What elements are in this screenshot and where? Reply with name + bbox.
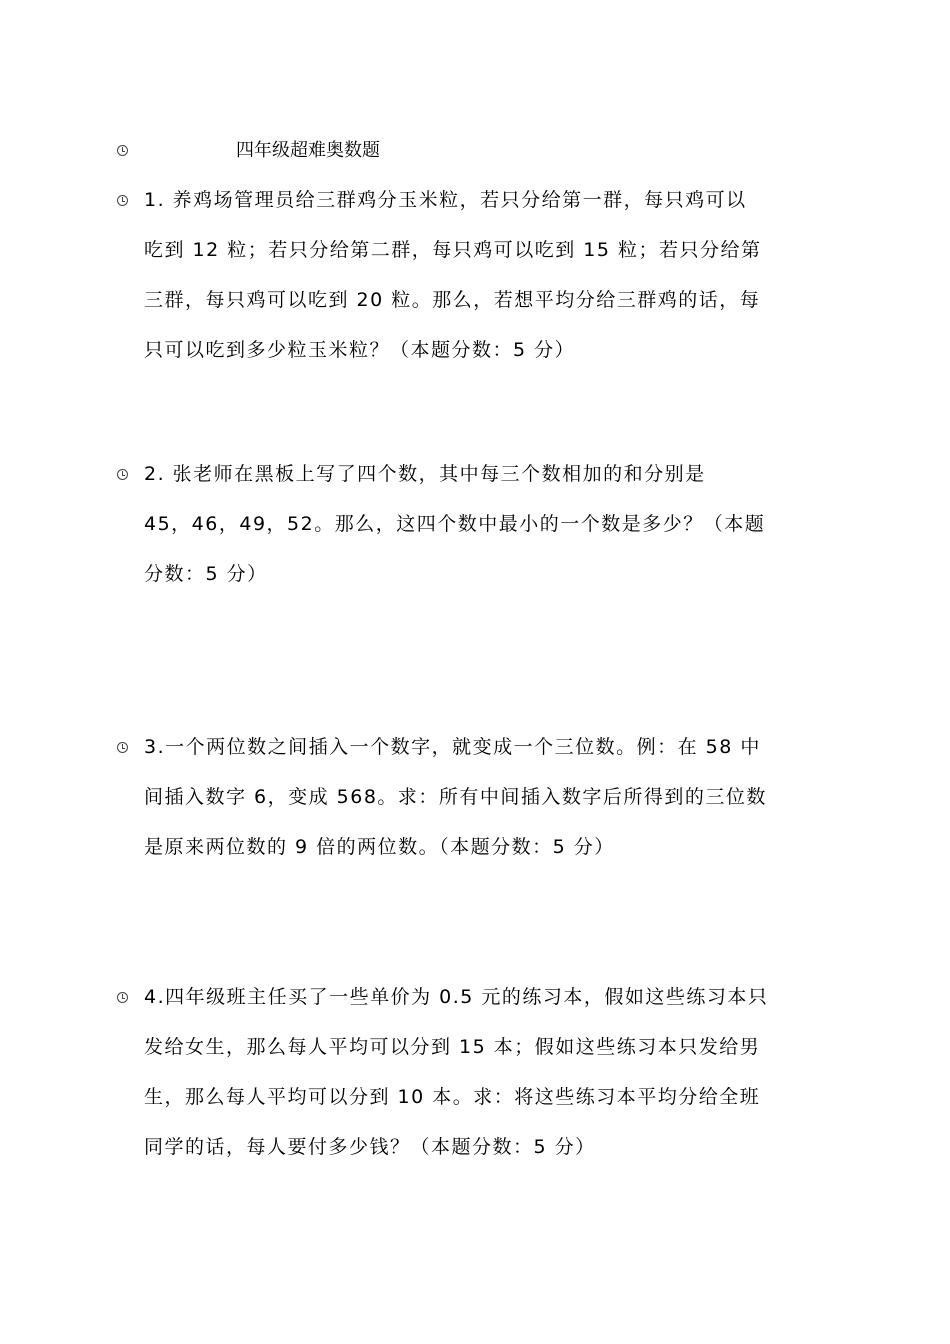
question-1-line-3: 三群，每只鸡可以吃到 20 粒。那么，若想平均分给三群鸡的话，每 [144,289,761,311]
question-3-line-1: 3.一个两位数之间插入一个数字，就变成一个三位数。例：在 58 中 [144,736,761,758]
clock-icon [117,742,128,753]
question-4-line-4: 同学的话，每人要付多少钱？（本题分数：5 分） [144,1136,596,1158]
question-4-line-1: 4.四年级班主任买了一些单价为 0.5 元的练习本，假如这些练习本只 [144,986,769,1008]
clock-icon [117,195,128,206]
question-4-line-2: 发给女生，那么每人平均可以分到 15 本；假如这些练习本只发给男 [144,1036,761,1058]
question-2-line-1: 2. 张老师在黑板上写了四个数，其中每三个数相加的和分别是 [144,463,706,485]
question-1-line-2: 吃到 12 粒；若只分给第二群，每只鸡可以吃到 15 粒；若只分给第 [144,239,762,261]
question-2-line-2: 45，46，49，52。那么，这四个数中最小的一个数是多少？（本题 [144,513,766,535]
question-1-line-4: 只可以吃到多少粒玉米粒？（本题分数：5 分） [144,339,576,361]
clock-icon [117,145,128,156]
question-4-line-3: 生，那么每人平均可以分到 10 本。求：将这些练习本平均分给全班 [144,1086,761,1108]
question-3-line-3: 是原来两位数的 9 倍的两位数。（本题分数：5 分） [144,836,615,858]
question-2-line-3: 分数：5 分） [144,563,268,585]
question-3-line-2: 间插入数字 6，变成 568。求：所有中间插入数字后所得到的三位数 [144,786,767,808]
clock-icon [117,469,128,480]
question-1-line-1: 1. 养鸡场管理员给三群鸡分玉米粒，若只分给第一群，每只鸡可以 [144,189,747,211]
page-title: 四年级超难奥数题 [236,140,380,161]
clock-icon [117,992,128,1003]
